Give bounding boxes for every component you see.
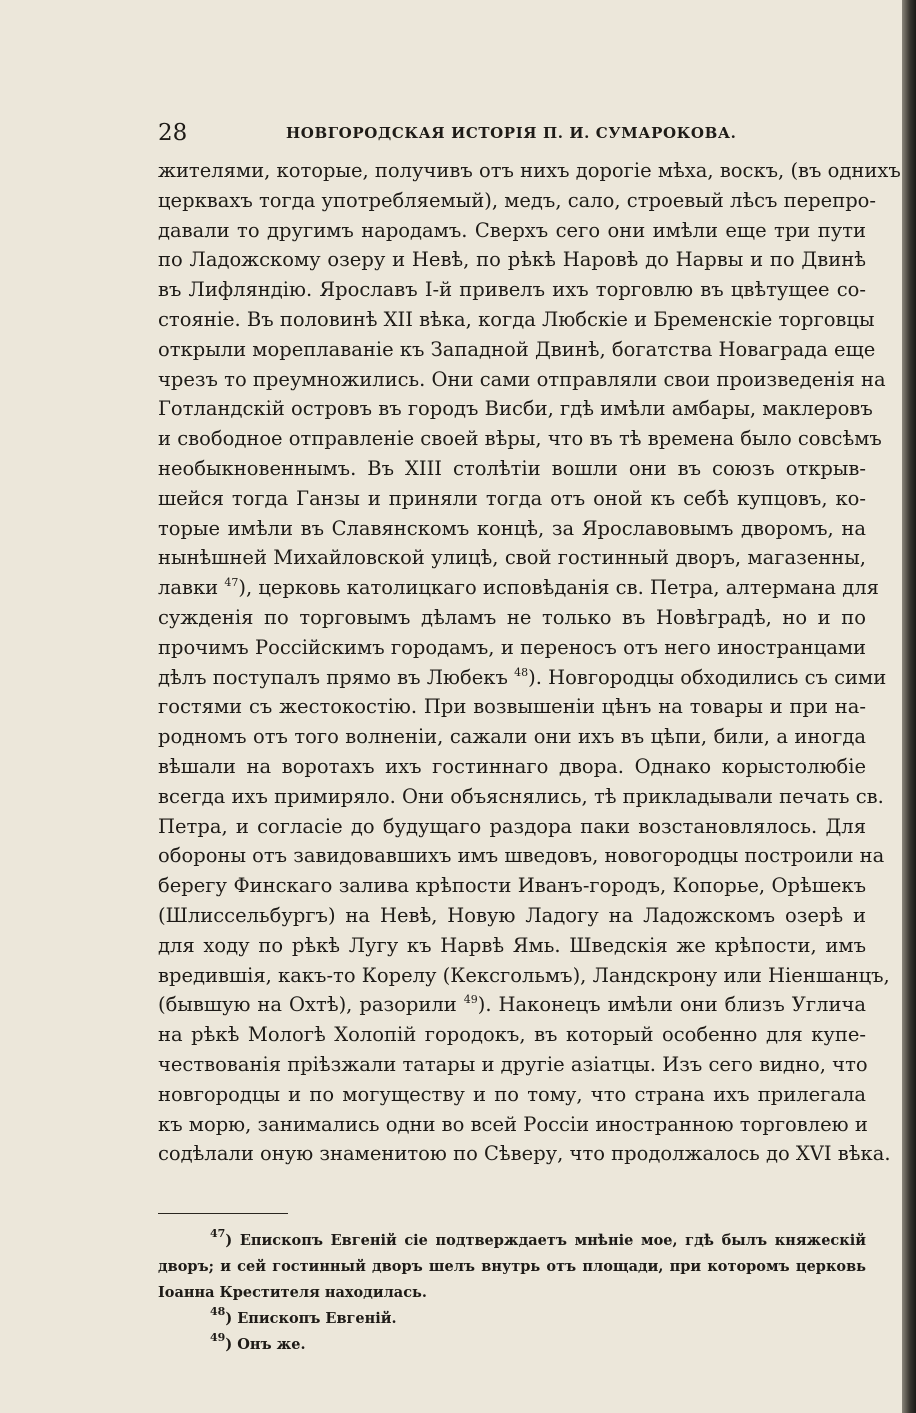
text-line: открыли мореплаваніе къ Западной Двинѣ, богатства Новаграда еще (158, 337, 876, 361)
text-line: торые имѣли въ Славянскомъ концѣ, за Ярославовымъ дворомъ, на (158, 516, 866, 540)
page-number: 28 (158, 120, 188, 146)
footnote-text: ) Епископъ Евгеній сіе подтверждаетъ мнѣніе мое, гдѣ былъ княжескій (225, 1232, 866, 1250)
footnote-ref-48: 48 (514, 665, 529, 679)
text-line: необыкновеннымъ. Въ XIII столѣтіи вошли они въ союзъ открыв- (158, 456, 866, 480)
text-line: къ морю, занимались одни во всей Россіи иностранною торговлею и (158, 1112, 868, 1136)
running-title: НОВГОРОДСКАЯ ИСТОРІЯ П. И. СУМАРОКОВА. (286, 124, 737, 142)
footnote-text: ) Епископъ Евгеній. (225, 1310, 397, 1328)
footnotes (158, 1228, 866, 1358)
text-line: стояніе. Въ половинѣ XII вѣка, когда Любскіе и Бременскіе торговцы (158, 307, 875, 331)
text-line: Петра, и согласіе до будущаго раздора паки возстановлялось. Для (158, 814, 866, 838)
body-text (158, 156, 901, 1169)
footnote-line: дворъ; и сей гостинный дворъ шелъ внутрь отъ площади, при которомъ церковь (158, 1258, 866, 1276)
text-segment: (бывшую на Охтѣ), разорили (158, 993, 457, 1017)
text-line: на рѣкѣ Мологѣ Холопій городокъ, въ который особенно для купе- (158, 1023, 866, 1047)
text-line: родномъ отъ того волненіи, сажали они ихъ въ цѣпи, били, а иногда (158, 725, 866, 749)
text-line-with-note (158, 663, 887, 693)
text-line: для ходу по рѣкѣ Лугу къ Нарвѣ Ямь. Шведскія же крѣпости, имъ (158, 933, 866, 957)
text-line: всегда ихъ примиряло. Они объяснялись, тѣ прикладывали печать св. (158, 784, 884, 808)
text-line: новгородцы и по могуществу и по тому, что страна ихъ прилегала (158, 1082, 866, 1106)
text-line: обороны отъ завидовавшихъ имъ шведовъ, новогородцы построили на (158, 844, 885, 868)
text-line: шейся тогда Ганзы и приняли тогда отъ оной къ себѣ купцовъ, ко- (158, 486, 866, 510)
page-edge-shadow (902, 0, 916, 1413)
footnote-line: Іоанна Крестителя находилась. (158, 1284, 427, 1302)
text-segment: ). Новгородцы обходились съ сими (528, 665, 887, 689)
text-line: вредившія, какъ-то Корелу (Кексгольмъ), Ландскрону или Ніеншанцъ, (158, 963, 890, 987)
text-line: давали то другимъ народамъ. Сверхъ сего они имѣли еще три пути (158, 218, 866, 242)
footnote-number-47: 47 (210, 1227, 226, 1241)
text-line: вѣшали на воротахъ ихъ гостиннаго двора. Однако корыстолюбіе (158, 754, 866, 778)
footnote-ref-47: 47 (224, 576, 239, 590)
text-line-with-note (158, 573, 879, 603)
book-page (158, 118, 901, 1358)
footnote-text: ) Онъ же. (225, 1336, 306, 1354)
text-line: Готландскій островъ въ городъ Висби, гдѣ имѣли амбары, маклеровъ (158, 397, 873, 421)
text-line: по Ладожскому озеру и Невѣ, по рѣкѣ Наровѣ до Нарвы и по Двинѣ (158, 248, 866, 272)
text-segment: ). Наконецъ имѣли они близъ Углича (477, 993, 866, 1017)
footnote-ref-49: 49 (463, 993, 478, 1007)
text-segment: дѣлъ поступалъ прямо въ Любекъ (158, 665, 508, 689)
text-line: въ Лифляндію. Ярославъ I-й привелъ ихъ торговлю въ цвѣтущее со- (158, 278, 866, 302)
text-segment: лавки (158, 576, 219, 600)
text-line: гостями съ жестокостію. При возвышеніи цѣнъ на товары и при на- (158, 695, 866, 719)
text-line-with-note (158, 990, 866, 1020)
text-line: и свободное отправленіе своей вѣры, что въ тѣ времена было совсѣмъ (158, 427, 882, 451)
text-line: (Шлиссельбургъ) на Невѣ, Новую Ладогу на Ладожскомъ озерѣ и (158, 903, 866, 927)
text-line: чествованія пріѣзжали татары и другіе азіатцы. Изъ сего видно, что (158, 1052, 868, 1076)
text-line: содѣлали оную знаменитою по Сѣверу, что продолжалось до XVI вѣка. (158, 1142, 891, 1166)
text-line: жителями, которые, получивъ отъ нихъ дорогіе мѣха, воскъ, (въ однихъ (158, 159, 901, 182)
text-line: нынѣшней Михайловской улицѣ, свой гостинный дворъ, магазенны, (158, 546, 866, 570)
footnote-49 (158, 1332, 866, 1358)
footnote-number-49: 49 (210, 1331, 226, 1345)
text-line: сужденія по торговымъ дѣламъ не только въ Новѣградѣ, но и по (158, 605, 866, 629)
footnote-number-48: 48 (210, 1305, 226, 1319)
text-line: берегу Финскаго залива крѣпости Иванъ-городъ, Копорье, Орѣшекъ (158, 874, 866, 898)
page-header (158, 118, 866, 148)
footnote-separator (158, 1213, 288, 1214)
text-line: прочимъ Россійскимъ городамъ, и переносъ отъ него иностранцами (158, 635, 866, 659)
text-line: чрезъ то преумножились. Они сами отправляли свои произведенія на (158, 367, 886, 391)
footnote-48 (158, 1306, 866, 1332)
text-segment: ), церковь католицкаго исповѣданія св. Петра, алтермана для (238, 576, 879, 600)
footnote-47 (158, 1228, 866, 1254)
text-line: церквахъ тогда употребляемый), медъ, сало, строевый лѣсъ перепро- (158, 188, 877, 212)
